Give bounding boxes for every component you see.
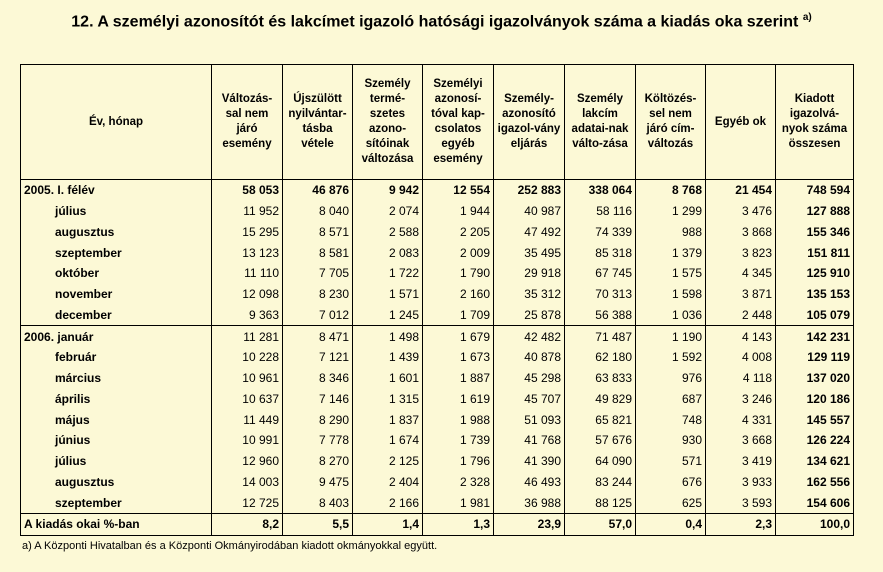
column-header: Költözés-sel nem járó cím-változás <box>636 65 706 180</box>
value-cell: 3 668 <box>706 430 776 451</box>
value-cell: 11 449 <box>212 409 283 430</box>
value-cell: 4 008 <box>706 347 776 368</box>
value-cell: 748 <box>636 409 706 430</box>
value-cell: 12 960 <box>212 451 283 472</box>
value-cell: 1 190 <box>636 326 706 347</box>
value-cell: 9 475 <box>283 472 353 493</box>
value-cell: 42 482 <box>494 326 565 347</box>
row-label: szeptember <box>21 242 212 263</box>
value-cell: 2 083 <box>353 242 423 263</box>
value-cell: 988 <box>636 222 706 243</box>
value-cell: 8 571 <box>283 222 353 243</box>
value-cell: 1 245 <box>353 305 423 326</box>
value-cell: 12 725 <box>212 492 283 513</box>
value-cell: 1 981 <box>423 492 494 513</box>
table-row <box>21 409 854 430</box>
value-cell: 9 942 <box>353 180 423 201</box>
total-cell: 151 811 <box>776 242 854 263</box>
value-cell: 976 <box>636 368 706 389</box>
value-cell: 40 987 <box>494 201 565 222</box>
header-row <box>21 65 854 180</box>
value-cell: 10 228 <box>212 347 283 368</box>
row-label: augusztus <box>21 222 212 243</box>
value-cell: 11 952 <box>212 201 283 222</box>
value-cell: 2 448 <box>706 305 776 326</box>
value-cell: 10 991 <box>212 430 283 451</box>
value-cell: 1 796 <box>423 451 494 472</box>
column-header: Személyi azonosí-tóval kap-csolatos egyéb esemény <box>423 65 494 180</box>
row-label: szeptember <box>21 492 212 513</box>
value-cell: 1 722 <box>353 263 423 284</box>
value-cell: 3 419 <box>706 451 776 472</box>
total-cell: 162 556 <box>776 472 854 493</box>
total-cell: 105 079 <box>776 305 854 326</box>
column-header: Egyéb ok <box>706 65 776 180</box>
value-cell: 571 <box>636 451 706 472</box>
value-cell: 4 331 <box>706 409 776 430</box>
total-cell: 100,0 <box>776 514 854 536</box>
row-label: március <box>21 368 212 389</box>
value-cell: 88 125 <box>565 492 636 513</box>
value-cell: 1 575 <box>636 263 706 284</box>
value-cell: 64 090 <box>565 451 636 472</box>
value-cell: 3 933 <box>706 472 776 493</box>
value-cell: 57 676 <box>565 430 636 451</box>
table-row <box>21 472 854 493</box>
value-cell: 67 745 <box>565 263 636 284</box>
value-cell: 1 601 <box>353 368 423 389</box>
value-cell: 7 705 <box>283 263 353 284</box>
value-cell: 57,0 <box>565 514 636 536</box>
value-cell: 3 593 <box>706 492 776 513</box>
row-label: 2006. január <box>21 326 212 347</box>
row-label: április <box>21 389 212 410</box>
value-cell: 5,5 <box>283 514 353 536</box>
value-cell: 70 313 <box>565 284 636 305</box>
value-cell: 2 205 <box>423 222 494 243</box>
value-cell: 56 388 <box>565 305 636 326</box>
value-cell: 1 598 <box>636 284 706 305</box>
value-cell: 35 495 <box>494 242 565 263</box>
value-cell: 1 315 <box>353 389 423 410</box>
value-cell: 47 492 <box>494 222 565 243</box>
value-cell: 1 036 <box>636 305 706 326</box>
value-cell: 8 040 <box>283 201 353 222</box>
value-cell: 4 345 <box>706 263 776 284</box>
value-cell: 1 837 <box>353 409 423 430</box>
footnote: a) A Központi Hivatalban és a Központi Okmányirodában kiadott okmányokkal együtt. <box>22 540 438 552</box>
value-cell: 45 298 <box>494 368 565 389</box>
value-cell: 1 739 <box>423 430 494 451</box>
value-cell: 8,2 <box>212 514 283 536</box>
table-row <box>21 389 854 410</box>
value-cell: 1 498 <box>353 326 423 347</box>
row-label: június <box>21 430 212 451</box>
value-cell: 51 093 <box>494 409 565 430</box>
value-cell: 1 299 <box>636 201 706 222</box>
value-cell: 46 876 <box>283 180 353 201</box>
row-label: július <box>21 451 212 472</box>
row-label: július <box>21 201 212 222</box>
total-cell: 155 346 <box>776 222 854 243</box>
value-cell: 63 833 <box>565 368 636 389</box>
table-row <box>21 514 854 536</box>
value-cell: 1 790 <box>423 263 494 284</box>
value-cell: 65 821 <box>565 409 636 430</box>
column-header: Személy-azonosító igazol-vány eljárás <box>494 65 565 180</box>
value-cell: 11 281 <box>212 326 283 347</box>
value-cell: 23,9 <box>494 514 565 536</box>
row-label: október <box>21 263 212 284</box>
title-text: 12. A személyi azonosítót és lakcímet igazoló hatósági igazolványok száma a kiadás oka szerint <box>71 13 799 31</box>
table-body <box>21 180 854 536</box>
table-row <box>21 326 854 347</box>
value-cell: 7 121 <box>283 347 353 368</box>
value-cell: 35 312 <box>494 284 565 305</box>
total-cell: 129 119 <box>776 347 854 368</box>
value-cell: 1 887 <box>423 368 494 389</box>
value-cell: 12 098 <box>212 284 283 305</box>
value-cell: 41 768 <box>494 430 565 451</box>
value-cell: 8 290 <box>283 409 353 430</box>
table-row <box>21 263 854 284</box>
value-cell: 11 110 <box>212 263 283 284</box>
value-cell: 1 709 <box>423 305 494 326</box>
column-header-period: Év, hónap <box>21 65 212 180</box>
value-cell: 45 707 <box>494 389 565 410</box>
value-cell: 21 454 <box>706 180 776 201</box>
value-cell: 1 571 <box>353 284 423 305</box>
value-cell: 1,3 <box>423 514 494 536</box>
value-cell: 49 829 <box>565 389 636 410</box>
title-footnote-marker: a) <box>802 12 812 23</box>
value-cell: 8 230 <box>283 284 353 305</box>
total-cell: 126 224 <box>776 430 854 451</box>
value-cell: 71 487 <box>565 326 636 347</box>
value-cell: 62 180 <box>565 347 636 368</box>
value-cell: 2 074 <box>353 201 423 222</box>
value-cell: 25 878 <box>494 305 565 326</box>
value-cell: 9 363 <box>212 305 283 326</box>
value-cell: 2 328 <box>423 472 494 493</box>
value-cell: 12 554 <box>423 180 494 201</box>
value-cell: 1 673 <box>423 347 494 368</box>
column-header: Kiadott igazolvá-nyok száma összesen <box>776 65 854 180</box>
value-cell: 1 944 <box>423 201 494 222</box>
value-cell: 2 404 <box>353 472 423 493</box>
value-cell: 8 471 <box>283 326 353 347</box>
row-label: december <box>21 305 212 326</box>
value-cell: 3 823 <box>706 242 776 263</box>
value-cell: 1 619 <box>423 389 494 410</box>
value-cell: 15 295 <box>212 222 283 243</box>
value-cell: 338 064 <box>565 180 636 201</box>
value-cell: 2 588 <box>353 222 423 243</box>
row-label: február <box>21 347 212 368</box>
table-row <box>21 368 854 389</box>
value-cell: 10 961 <box>212 368 283 389</box>
row-label: augusztus <box>21 472 212 493</box>
table-row <box>21 451 854 472</box>
total-cell: 137 020 <box>776 368 854 389</box>
value-cell: 2 166 <box>353 492 423 513</box>
table-row <box>21 492 854 513</box>
value-cell: 2,3 <box>706 514 776 536</box>
value-cell: 7 146 <box>283 389 353 410</box>
value-cell: 2 009 <box>423 242 494 263</box>
value-cell: 1 592 <box>636 347 706 368</box>
value-cell: 10 637 <box>212 389 283 410</box>
value-cell: 8 346 <box>283 368 353 389</box>
value-cell: 58 053 <box>212 180 283 201</box>
value-cell: 687 <box>636 389 706 410</box>
value-cell: 1 988 <box>423 409 494 430</box>
value-cell: 4 118 <box>706 368 776 389</box>
value-cell: 3 868 <box>706 222 776 243</box>
value-cell: 74 339 <box>565 222 636 243</box>
value-cell: 46 493 <box>494 472 565 493</box>
value-cell: 83 244 <box>565 472 636 493</box>
value-cell: 8 768 <box>636 180 706 201</box>
value-cell: 252 883 <box>494 180 565 201</box>
value-cell: 85 318 <box>565 242 636 263</box>
value-cell: 3 476 <box>706 201 776 222</box>
value-cell: 58 116 <box>565 201 636 222</box>
total-cell: 145 557 <box>776 409 854 430</box>
row-label: november <box>21 284 212 305</box>
total-cell: 154 606 <box>776 492 854 513</box>
value-cell: 1 439 <box>353 347 423 368</box>
value-cell: 7 012 <box>283 305 353 326</box>
column-header: Újszülött nyilvántar-tásba vétele <box>283 65 353 180</box>
value-cell: 8 403 <box>283 492 353 513</box>
table-row <box>21 201 854 222</box>
table-row <box>21 284 854 305</box>
value-cell: 2 125 <box>353 451 423 472</box>
value-cell: 41 390 <box>494 451 565 472</box>
value-cell: 625 <box>636 492 706 513</box>
total-cell: 748 594 <box>776 180 854 201</box>
total-cell: 125 910 <box>776 263 854 284</box>
value-cell: 14 003 <box>212 472 283 493</box>
total-cell: 127 888 <box>776 201 854 222</box>
column-header: Változás-sal nem járó esemény <box>212 65 283 180</box>
table-row <box>21 305 854 326</box>
data-table <box>20 64 854 536</box>
table-row <box>21 222 854 243</box>
column-header: Személy termé-szetes azono-sítóinak változása <box>353 65 423 180</box>
row-label: május <box>21 409 212 430</box>
value-cell: 13 123 <box>212 242 283 263</box>
value-cell: 3 871 <box>706 284 776 305</box>
value-cell: 8 581 <box>283 242 353 263</box>
total-cell: 135 153 <box>776 284 854 305</box>
row-label: 2005. I. félév <box>21 180 212 201</box>
value-cell: 3 246 <box>706 389 776 410</box>
value-cell: 1,4 <box>353 514 423 536</box>
value-cell: 2 160 <box>423 284 494 305</box>
column-header: Személy lakcím adatai-nak válto-zása <box>565 65 636 180</box>
value-cell: 676 <box>636 472 706 493</box>
value-cell: 4 143 <box>706 326 776 347</box>
value-cell: 8 270 <box>283 451 353 472</box>
value-cell: 1 379 <box>636 242 706 263</box>
total-cell: 120 186 <box>776 389 854 410</box>
value-cell: 0,4 <box>636 514 706 536</box>
value-cell: 40 878 <box>494 347 565 368</box>
total-cell: 142 231 <box>776 326 854 347</box>
value-cell: 36 988 <box>494 492 565 513</box>
value-cell: 29 918 <box>494 263 565 284</box>
table-row <box>21 242 854 263</box>
value-cell: 7 778 <box>283 430 353 451</box>
value-cell: 1 674 <box>353 430 423 451</box>
table-row <box>21 430 854 451</box>
value-cell: 1 679 <box>423 326 494 347</box>
row-label: A kiadás okai %-ban <box>21 514 212 536</box>
page-title <box>0 12 883 31</box>
total-cell: 134 621 <box>776 451 854 472</box>
table-row <box>21 180 854 201</box>
table-row <box>21 347 854 368</box>
value-cell: 930 <box>636 430 706 451</box>
